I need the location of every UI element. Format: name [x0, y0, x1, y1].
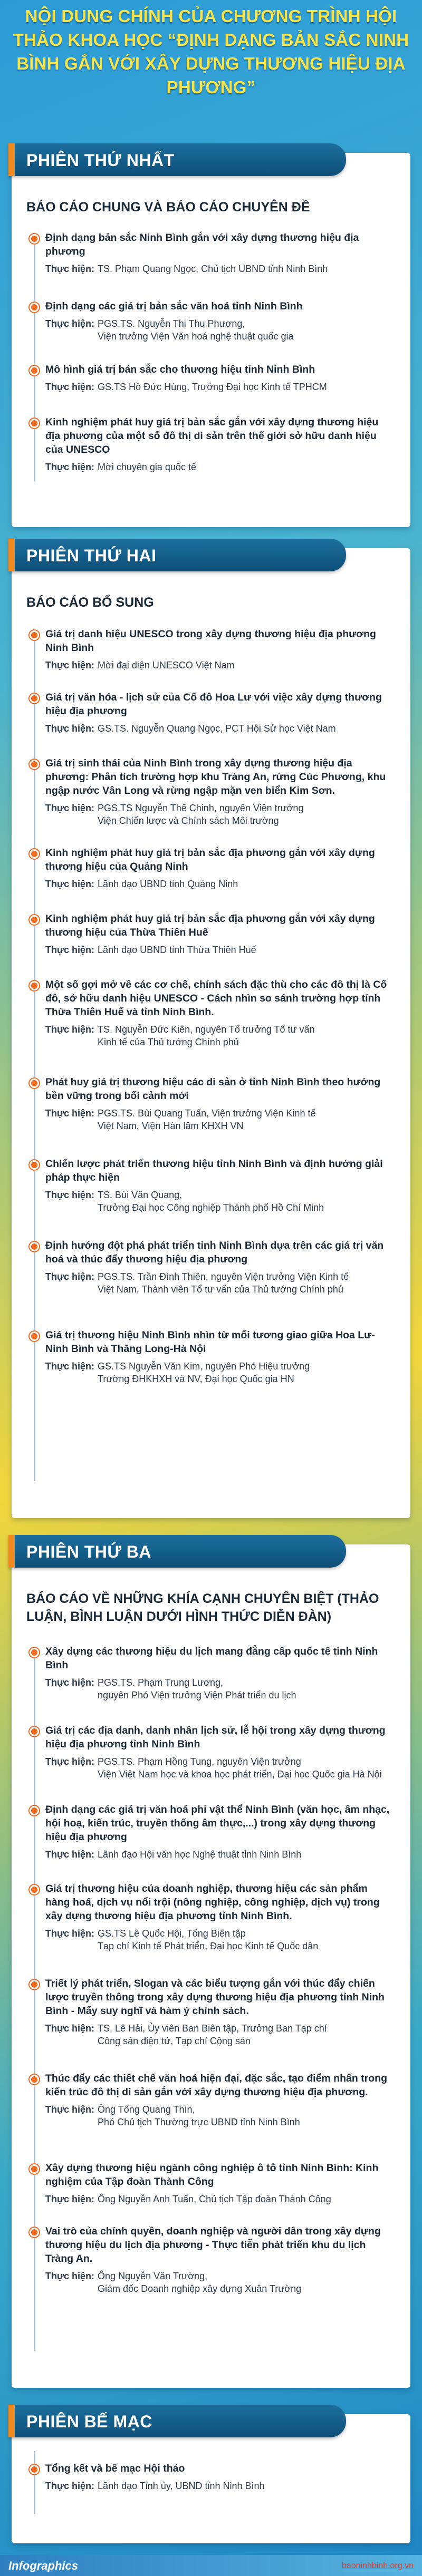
bullet-dot-icon: [30, 1160, 39, 1170]
agenda-item: [30, 978, 395, 1048]
item-speaker: [45, 381, 395, 393]
item-speaker: [45, 1755, 395, 1781]
item-title: Xây dựng các thương hiệu du lịch mang đẳng cấp quốc tế tỉnh Ninh Bình: [45, 1646, 378, 1671]
item-title: Mô hình giá trị bản sắc cho thương hiệu tỉnh Ninh Bình: [45, 364, 315, 375]
bullet-dot-icon: [30, 1727, 39, 1736]
agenda-item: [30, 1239, 395, 1296]
item-speaker: [45, 1848, 395, 1861]
item-speaker: [45, 1270, 395, 1296]
bullet-dot-icon: [30, 2228, 39, 2237]
bullet-dot-icon: [30, 1885, 39, 1894]
speaker-label: Thực hiện:: [45, 462, 95, 472]
agenda-item: [30, 1724, 395, 1781]
agenda-item: [30, 2161, 395, 2205]
speaker-label: Thực hiện:: [45, 2023, 95, 2034]
item-speaker: [45, 1676, 395, 1702]
session-title: PHIÊN THỨ NHẤT: [26, 151, 175, 170]
speaker-name: GS.TS. Nguyễn Quang Ngọc, PCT Hội Sử học Việt Nam: [98, 723, 336, 734]
speaker-label: Thực hiện:: [45, 1849, 95, 1860]
item-title: Kinh nghiệm phát huy giá trị bản sắc địa phương gắn với xây dựng thương hiệu của Thừa Thiên Huế: [45, 913, 375, 938]
speaker-label: Thực hiện:: [45, 1361, 95, 1372]
bullet-dot-icon: [30, 1980, 39, 1989]
speaker-label: Thực hiện:: [45, 264, 95, 274]
bullet-dot-icon: [30, 915, 39, 925]
session-3: [12, 1544, 410, 2388]
agenda-item: [30, 627, 395, 672]
agenda-item: [30, 846, 395, 890]
bullet-dot-icon: [30, 694, 39, 703]
item-speaker: [45, 1023, 395, 1048]
speaker-label: Thực hiện:: [45, 660, 95, 670]
speaker-name: Ông Nguyễn Anh Tuấn, Chủ tịch Tập đoàn Thành Công: [98, 2194, 331, 2204]
speaker-label: Thực hiện:: [45, 1190, 95, 1200]
agenda-item: [30, 2072, 395, 2128]
item-title: Định dạng các giá trị bản sắc văn hoá tỉnh Ninh Bình: [45, 300, 303, 312]
speaker-label: Thực hiện:: [45, 2271, 95, 2281]
item-title: Triết lý phát triển, Slogan và các biểu tượng gắn với thúc đẩy chiến lược truyền thông trong xây dựng thương hiệu địa phương tỉnh Ninh Bình - Mấy suy nghĩ và hàm ý chính sách.: [45, 1978, 385, 2017]
speaker-label: Thực hiện:: [45, 382, 95, 392]
item-title: Kinh nghiệm phát huy giá trị bản sắc gắn với xây dựng thương hiệu địa phương của một số đô thị di sản trên thế giới sở hữu danh hiệu của UNESCO: [45, 416, 379, 455]
agenda-item: [30, 2462, 395, 2492]
session-header: [8, 2405, 346, 2437]
agenda-item: [30, 912, 395, 956]
session-closing: [12, 2414, 410, 2543]
bullet-dot-icon: [30, 303, 39, 312]
item-title: Tổng kết và bế mạc Hội thảo: [45, 2463, 185, 2474]
speaker-name: TS. Nguyễn Đức Kiên, nguyên Tổ trưởng Tổ tư vấn Kinh tế của Thủ tướng Chính phủ: [98, 1024, 315, 1047]
item-title: Xây dựng thương hiệu ngành công nghiệp ô tô tỉnh Ninh Bình: Kinh nghiệm của Tập đoàn Thành Công: [45, 2162, 379, 2188]
item-title: Kinh nghiệm phát huy giá trị bản sắc địa phương gắn với xây dựng thương hiệu của Quảng Ninh: [45, 847, 375, 872]
speaker-label: Thực hiện:: [45, 1928, 95, 1939]
item-title: Một số gợi mở về các cơ chế, chính sách đặc thù cho các đô thị là Cố đô, sở hữu danh hiệu UNESCO - Cách nhìn so sánh trường hợp tỉnh Thừa Thiên Huế và tỉnh Ninh Bình.: [45, 979, 387, 1018]
speaker-name: PGS.TS. Phạm Hồng Tung, nguyên Viện trưởng Viện Việt Nam học và khoa học phát triển, Đại học Quốc gia Hà Nội: [98, 1756, 382, 1780]
session-subtitle: BÁO CÁO BỔ SUNG: [26, 595, 154, 610]
bullet-dot-icon: [30, 760, 39, 769]
bullet-dot-icon: [30, 234, 39, 244]
agenda-item: [30, 691, 395, 735]
speaker-label: Thực hiện:: [45, 723, 95, 734]
speaker-name: Lãnh đạo Tỉnh ủy, UBND tỉnh Ninh Bình: [98, 2481, 265, 2491]
speaker-label: Thực hiện:: [45, 2104, 95, 2115]
item-speaker: [45, 461, 395, 473]
agenda-item: [30, 1977, 395, 2047]
session-header: [8, 1535, 346, 1568]
speaker-name: Mời chuyên gia quốc tế: [98, 462, 196, 472]
bullet-dot-icon: [30, 1806, 39, 1815]
agenda-item: [30, 2224, 395, 2295]
bullet-dot-icon: [30, 2164, 39, 2174]
agenda-item: [30, 1157, 395, 1214]
bullet-dot-icon: [30, 2465, 39, 2474]
speaker-name: Lãnh đạo UBND tỉnh Quảng Ninh: [98, 879, 238, 889]
speaker-label: Thực hiện:: [45, 2194, 95, 2204]
speaker-name: TS. Lê Hải, Ủy viên Ban Biên tập, Trưởng Ban Tạp chí Công sản điện tử, Tạp chí Cộng sản: [98, 2023, 327, 2046]
speaker-name: PGS.TS. Trần Đình Thiên, nguyên Viện trưởng Viện Kinh tế Việt Nam, Thành viên Tổ tư vấn của Thủ tướng Chính phủ: [98, 1271, 349, 1295]
item-speaker: [45, 1107, 395, 1132]
speaker-name: PGS.TS. Phạm Trung Lương, nguyên Phó Viện trưởng Viện Phát triển du lịch: [98, 1677, 296, 1700]
speaker-name: Lãnh đạo UBND tỉnh Thừa Thiên Huế: [98, 945, 256, 955]
item-speaker: [45, 1927, 395, 1952]
item-title: Giá trị danh hiệu UNESCO trong xây dựng thương hiệu địa phương Ninh Bình: [45, 628, 376, 654]
session-subtitle: BÁO CÁO CHUNG VÀ BÁO CÁO CHUYÊN ĐỀ: [26, 200, 310, 215]
item-speaker: [45, 1189, 395, 1214]
session-header: [8, 539, 346, 571]
speaker-label: Thực hiện:: [45, 803, 95, 813]
agenda-item: [30, 1075, 395, 1132]
item-title: Giá trị sinh thái của Ninh Bình trong xây dựng thương hiệu địa phương: Phân tích trường hợp khu Tràng An, rừng Cúc Phương, khu ngập nước Vân Long và rừng ngập mặn ven biển Kim Sơn.: [45, 757, 386, 796]
item-title: Giá trị các địa danh, danh nhân lịch sử, lễ hội trong xây dựng thương hiệu địa phương tỉnh Ninh Bình: [45, 1725, 386, 1750]
agenda-item: [30, 1882, 395, 1952]
item-title: Giá trị thương hiệu của doanh nghiệp, thương hiệu các sản phẩm hàng hoá, dịch vụ nổi trội (nông nghiệp, công nghiệp, dịch vụ) trong xây dựng thương hiệu địa phương tỉnh Ninh Bình.: [45, 1883, 380, 1922]
session-1: [12, 153, 410, 527]
speaker-name: PGS.TS. Nguyễn Thị Thu Phương, Viện trưởng Viện Văn hoá nghệ thuật quốc gia: [98, 318, 294, 342]
speaker-name: GS.TS Lê Quốc Hội, Tổng Biên tập Tạp chí Kinh tế Phát triển, Đại học Kinh tế Quốc dân: [98, 1928, 319, 1951]
item-speaker: [45, 722, 395, 735]
item-speaker: [45, 263, 395, 275]
item-title: Thúc đẩy các thiết chế văn hoá hiện đại, đặc sắc, tạo điểm nhấn trong kiến trúc đô thị di sản gắn với xây dựng thương hiệu địa phương.: [45, 2073, 387, 2098]
item-speaker: [45, 2270, 395, 2295]
speaker-label: Thực hiện:: [45, 2481, 95, 2491]
speaker-name: TS. Bùi Văn Quang, Trưởng Đại học Công nghiệp Thành phố Hồ Chí Minh: [98, 1190, 324, 1213]
speaker-name: Lãnh đạo Hội văn học Nghệ thuật tỉnh Ninh Bình: [98, 1849, 302, 1860]
speaker-name: GS.TS Hồ Đức Hùng, Trưởng Đại học Kinh tế TPHCM: [98, 382, 327, 392]
session-title: PHIÊN BẾ MẠC: [26, 2412, 152, 2431]
speaker-name: PGS.TS. Bùi Quang Tuấn, Viện trưởng Viện Kinh tế Việt Nam, Viện Hàn lâm KHXH VN: [98, 1108, 316, 1131]
bullet-dot-icon: [30, 630, 39, 640]
session-header: [8, 143, 346, 176]
bullet-dot-icon: [30, 1331, 39, 1341]
item-title: Chiến lược phát triển thương hiệu tỉnh Ninh Bình và định hướng giải pháp thực hiện: [45, 1158, 383, 1183]
speaker-name: Ông Nguyễn Văn Trường, Giám đốc Doanh nghiệp xây dựng Xuân Trường: [98, 2271, 302, 2294]
bullet-dot-icon: [30, 849, 39, 859]
item-speaker: [45, 659, 395, 672]
speaker-label: Thực hiện:: [45, 1271, 95, 1282]
speaker-name: Ông Tống Quang Thìn, Phó Chủ tịch Thường trực UBND tỉnh Ninh Bình: [98, 2104, 300, 2127]
bullet-dot-icon: [30, 366, 39, 375]
speaker-label: Thực hiện:: [45, 879, 95, 889]
bullet-dot-icon: [30, 981, 39, 990]
item-title: Vai trò của chính quyền, doanh nghiệp và người dân trong xây dựng thương hiệu du lịch địa phương - Thực tiễn phát triển khu du lịch Tràng An.: [45, 2225, 381, 2264]
bullet-dot-icon: [30, 1242, 39, 1251]
speaker-label: Thực hiện:: [45, 1677, 95, 1688]
footer-source-link[interactable]: baoninhbinh.org.vn: [341, 2561, 414, 2570]
footer-bar: [0, 2555, 422, 2576]
bullet-dot-icon: [30, 1078, 39, 1088]
agenda-item: [30, 1328, 395, 1385]
speaker-name: Mời đại diện UNESCO Việt Nam: [98, 660, 235, 670]
bullet-dot-icon: [30, 1648, 39, 1657]
item-speaker: [45, 317, 395, 343]
agenda-item: [30, 415, 395, 473]
agenda-item: [30, 1803, 395, 1861]
item-speaker: [45, 878, 395, 890]
speaker-name: TS. Phạm Quang Ngọc, Chủ tịch UBND tỉnh Ninh Bình: [98, 264, 328, 274]
agenda-item: [30, 363, 395, 393]
bullet-dot-icon: [30, 2075, 39, 2084]
item-speaker: [45, 2103, 395, 2128]
item-speaker: [45, 2193, 395, 2205]
footer-infographics-label: Infographics: [8, 2559, 79, 2572]
agenda-item: [30, 231, 395, 275]
session-subtitle: BÁO CÁO VỀ NHỮNG KHÍA CẠNH CHUYÊN BIỆT (THẢO LUẬN, BÌNH LUẬN DƯỚI HÌNH THỨC DIỄN ĐÀN): [26, 1591, 379, 1624]
speaker-label: Thực hiện:: [45, 318, 95, 329]
item-title: Giá trị văn hóa - lịch sử của Cố đô Hoa Lư với việc xây dựng thương hiệu địa phương: [45, 692, 382, 717]
item-speaker: [45, 1360, 395, 1385]
item-speaker: [45, 2022, 395, 2047]
item-speaker: [45, 802, 395, 827]
speaker-label: Thực hiện:: [45, 1024, 95, 1035]
session-title: PHIÊN THỨ HAI: [26, 546, 157, 565]
speaker-name: GS.TS Nguyễn Văn Kim, nguyên Phó Hiệu trưởng Trường ĐHKHXH và NV, Đại học Quốc gia HN: [98, 1361, 310, 1384]
item-title: Định dạng bản sắc Ninh Bình gắn với xây dựng thương hiệu địa phương: [45, 232, 359, 257]
speaker-label: Thực hiện:: [45, 1756, 95, 1767]
item-title: Giá trị thương hiệu Ninh Bình nhìn từ mối tương giao giữa Hoa Lư-Ninh Bình và Thăng Long-Hà Nội: [45, 1329, 375, 1355]
agenda-item: [30, 1645, 395, 1702]
item-title: Phát huy giá trị thương hiệu các di sản ở tỉnh Ninh Bình theo hướng bền vững trong bối cảnh mới: [45, 1076, 381, 1102]
session-2: [12, 548, 410, 1518]
page-title: NỘI DUNG CHÍNH CỦA CHƯƠNG TRÌNH HỘI THẢO KHOA HỌC “ĐỊNH DẠNG BẢN SẮC NINH BÌNH GẮN VỚI XÂY DỰNG THƯƠNG HIỆU ĐỊA PHƯƠNG”: [13, 6, 409, 97]
bullet-dot-icon: [30, 419, 39, 428]
item-speaker: [45, 944, 395, 956]
item-speaker: [45, 2480, 395, 2492]
agenda-item: [30, 756, 395, 827]
speaker-label: Thực hiện:: [45, 945, 95, 955]
session-title: PHIÊN THỨ BA: [26, 1542, 151, 1561]
agenda-item: [30, 299, 395, 343]
speaker-label: Thực hiện:: [45, 1108, 95, 1119]
speaker-name: PGS.TS Nguyễn Thế Chinh, nguyên Viện trưởng Viện Chiến lược và Chính sách Môi trường: [98, 803, 304, 826]
item-title: Định hướng đột phá phát triển tỉnh Ninh Bình dựa trên các giá trị văn hoá và thúc đẩy thương hiệu địa phương: [45, 1240, 384, 1265]
item-title: Định dạng các giá trị văn hoá phi vật thể Ninh Bình (văn học, âm nhạc, hội hoạ, kiến trúc, truyền thống âm thực,...) trong xây dựng thương hiệu địa phương: [45, 1804, 390, 1843]
